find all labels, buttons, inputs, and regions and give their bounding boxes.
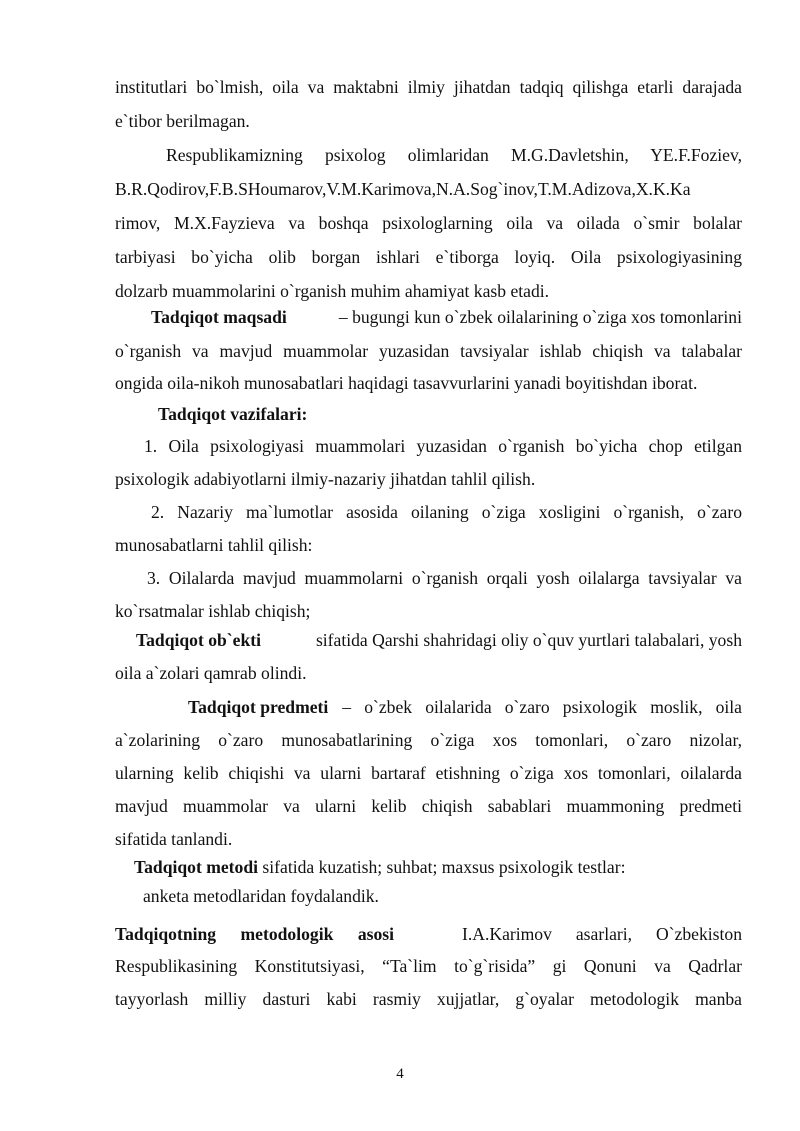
paragraph-line: a`zolarining o`zaro munosabatlarining o`ziga xos tomonlari, o`zaro nizolar, (115, 730, 742, 750)
paragraph-line: tarbiyasi bo`yicha olib borgan ishlari e`tiborga loyiq. Oila psixologiyasining (115, 247, 742, 267)
predmeti-line (188, 690, 742, 724)
paragraph-line: rimov, M.X.Fayzieva va boshqa psixologlarning oila va oilada o`smir bolalar (115, 213, 742, 233)
paragraph-line: o`rganish va mavjud muammolar yuzasidan tavsiyalar ishlab chiqish va talabalar (115, 341, 742, 361)
paragraph-line: Respublikasining Konstitutsiyasi, “Ta`lim to`g`risida” gi Qonuni va Qadrlar (115, 956, 742, 976)
paragraph-line: munosabatlarni tahlil qilish: (115, 535, 313, 555)
obekti-line (136, 623, 742, 657)
paragraph-line: psixologik adabiyotlarni ilmiy-nazariy jihatdan tahlil qilish. (115, 469, 536, 489)
paragraph-line: anketa metodlaridan foydalandik. (143, 886, 379, 906)
paragraph-line: institutlari bo`lmish, oila va maktabni ilmiy jihatdan tadqiq qilishga etarli darajada (115, 77, 742, 97)
metodi-heading: Tadqiqot metodi (134, 857, 259, 877)
asosi-heading: Tadqiqotning metodologik asosi (115, 924, 394, 944)
paragraph-text: – o`zbek oilalarida o`zaro psixologik moslik, oila (342, 697, 742, 717)
paragraph-line: oila a`zolari qamrab olindi. (115, 663, 307, 683)
maqsad-line (151, 300, 742, 334)
paragraph-line: ularning kelib chiqishi va ularni bartaraf etishning o`ziga xos tomonlari, oilalarda (115, 763, 742, 783)
paragraph-line: mavjud muammolar va ularni kelib chiqish sabablari muammoning predmeti (115, 796, 742, 816)
asosi-line (115, 917, 742, 951)
obekti-heading: Tadqiqot ob`ekti (136, 630, 261, 650)
paragraph-line: tayyorlash milliy dasturi kabi rasmiy xujjatlar, g`oyalar metodologik manba (115, 989, 742, 1009)
paragraph-text: sifatida Qarshi shahridagi oliy o`quv yurtlari talabalari, yosh (315, 630, 742, 650)
paragraph-text: I.A.Karimov asarlari, O`zbekiston (462, 924, 742, 944)
list-item: 1. Oila psixologiyasi muammolari yuzasidan o`rganish bo`yicha chop etilgan (144, 436, 742, 456)
paragraph-line: ongida oila-nikoh munosabatlari haqidagi tasavvurlarini yanadi boyitishdan iborat. (115, 373, 698, 393)
maqsad-heading: Tadqiqot maqsadi (151, 307, 287, 327)
paragraph-line: sifatida tanlandi. (115, 829, 233, 849)
paragraph-line: ko`rsatmalar ishlab chiqish; (115, 601, 311, 621)
paragraph-line: Respublikamizning psixolog olimlaridan M.G.Davletshin, YE.F.Foziev, (166, 145, 742, 165)
paragraph-text: – bugungi kun o`zbek oilalarining o`ziga xos tomonlarini (338, 307, 742, 327)
page-number: 4 (396, 1066, 404, 1082)
paragraph-line: e`tibor berilmagan. (115, 111, 250, 131)
paragraph-line: dolzarb muammolarini o`rganish muhim ahamiyat kasb etadi. (115, 281, 550, 301)
paragraph-text: sifatida kuzatish; suhbat; maxsus psixologik testlar: (262, 857, 626, 877)
list-item: 2. Nazariy ma`lumotlar asosida oilaning o`ziga xosligini o`rganish, o`zaro (151, 502, 742, 522)
paragraph-line: B.R.Qodirov,F.B.SHoumarov,V.M.Karimova,N.A.Sog`inov,T.M.Adizova,X.K.Ka (115, 179, 691, 199)
list-item: 3. Oilalarda mavjud muammolarni o`rganish orqali yosh oilalarga tavsiyalar va (147, 568, 742, 588)
vazifalari-heading: Tadqiqot vazifalari: (158, 404, 308, 424)
predmeti-heading: Tadqiqot predmeti (188, 697, 329, 717)
